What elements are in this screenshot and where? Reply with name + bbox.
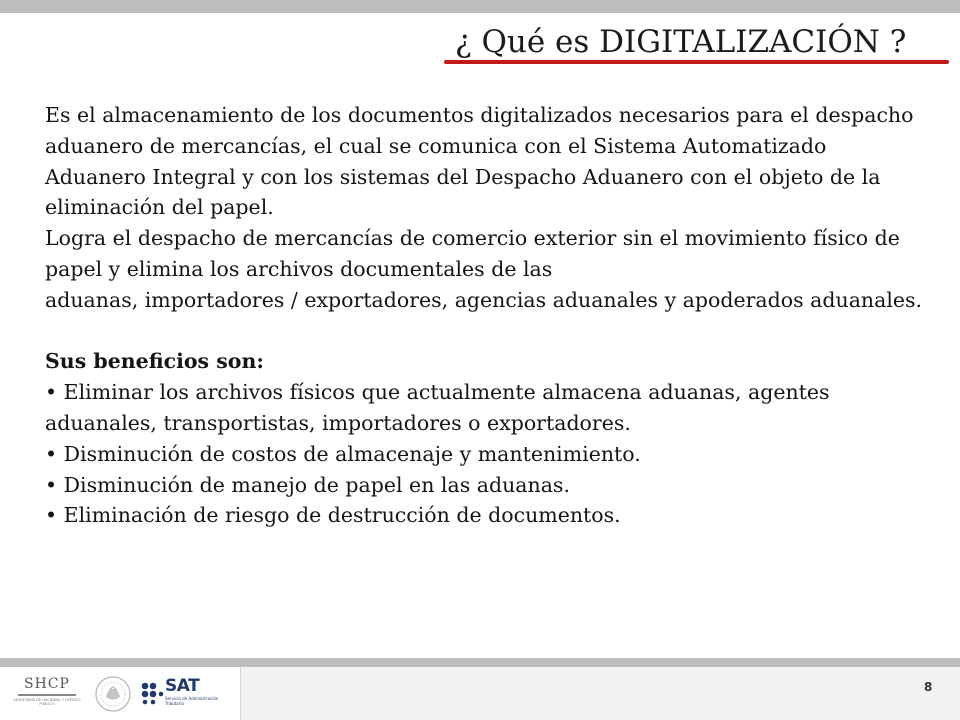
benefit-item [45,377,925,439]
footer-panel [241,667,960,720]
sat-logo-subtext: Servicio de Administración Tributaria [165,696,219,706]
mexican-seal-icon [94,675,132,713]
shcp-logo-text: SHCP [24,676,70,692]
paragraph-2-line-1: Logra el despacho de mercancías de comercio exterior sin el movimiento físico de papel y elimina los archivos documentales de las [45,226,900,281]
paragraph-1: Es el almacenamiento de los documentos digitalizados necesarios para el despacho aduanero de mercancías, el cual se comunica con el Sistema Automatizado Aduanero Integral y con los sistemas del Despacho Aduanero con el objeto de la eliminación del papel. [45,103,914,220]
bullet-icon: • [45,472,58,497]
page-number: 8 [924,680,933,694]
bullet-icon: • [45,503,58,528]
slide-body [45,100,925,531]
footer-bar [0,658,960,667]
footer [0,667,960,720]
slide-title: ¿ Qué es DIGITALIZACIÓN ? [455,24,907,60]
divider [18,694,76,696]
bullet-icon: • [45,441,58,466]
paragraph-2-line-2: aduanas, importadores / exportadores, agencias aduanales y apoderados aduanales. [45,287,923,312]
benefit-item [45,470,925,501]
spacer [45,316,925,347]
shcp-logo [12,676,82,706]
benefit-text: Disminución de manejo de papel en las aduanas. [63,472,570,497]
benefit-item [45,439,925,470]
benefit-item [45,500,925,531]
title-underline [444,60,949,64]
top-bar [0,0,960,13]
benefits-heading: Sus beneficios son: [45,349,264,374]
benefit-text: Eliminar los archivos físicos que actualmente almacena aduanas, agentes aduanales, transportistas, importadores o exportadores. [45,380,830,435]
sat-logo-text: SAT [165,676,200,696]
logo-strip [0,667,241,720]
benefit-text: Disminución de costos de almacenaje y mantenimiento. [63,441,641,466]
sat-dots-icon [140,681,164,705]
bullet-icon: • [45,380,58,405]
benefit-text: Eliminación de riesgo de destrucción de documentos. [63,503,621,528]
shcp-logo-subtext: SECRETARÍA DE HACIENDA Y CRÉDITO PÚBLICO [13,698,81,706]
